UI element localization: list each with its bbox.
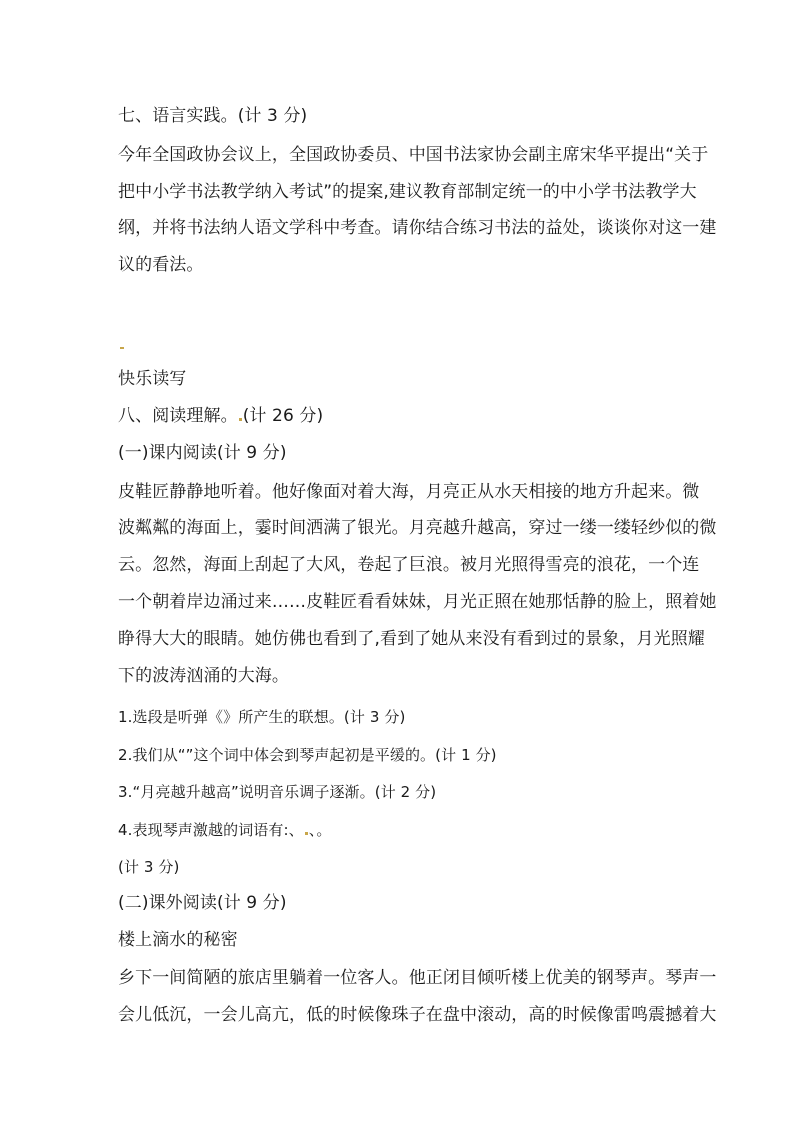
story-line: 会儿低沉，一会儿高亢，低的时候像珠子在盘中滚动，高的时候像雷鸣震撼着大 <box>118 1005 717 1025</box>
question-2: 2.我们从“”这个词中体会到琴声起初是平缓的。(计 1 分) <box>118 746 497 764</box>
question-4-text: 4.表现琴声激越的词语有:、 <box>118 821 304 839</box>
section7-title: 七、语言实践。(计 3 分) <box>118 106 308 126</box>
question-4-score: (计 3 分) <box>118 858 180 876</box>
passage-line: 皮鞋匠静静地听着。他好像面对着大海，月亮正从水天相接的地方升起来。微 <box>118 482 700 502</box>
sub2-title: (二)课外阅读(计 9 分) <box>118 893 287 913</box>
story-title: 楼上滴水的秘密 <box>118 930 238 950</box>
anchor-marker <box>120 347 124 349</box>
question-1: 1.选段是听弹《》所产生的联想。(计 3 分) <box>118 708 406 726</box>
question-4-end: 、。 <box>308 821 332 839</box>
passage-line: 下的波涛汹涌的大海。 <box>118 666 289 686</box>
section-heading: 快乐读写 <box>118 369 187 389</box>
section8-title <box>118 404 323 428</box>
passage-line: 睁得大大的眼睛。她仿佛也看到了,看到了她从来没有看到过的景象，月光照耀 <box>118 629 705 649</box>
anchor-dot <box>239 418 242 421</box>
passage-line: 一个朝着岸边涌过来……皮鞋匠看看妹妹，月光正照在她那恬静的脸上，照着她 <box>118 592 717 612</box>
section7-paragraph-line: 议的看法。 <box>118 255 204 275</box>
passage-line: 波粼粼的海面上，霎时间洒满了银光。月亮越升越高，穿过一缕一缕轻纱似的微 <box>118 518 717 538</box>
section7-paragraph-line: 今年全国政协会议上，全国政协委员、中国书法家协会副主席宋华平提出“关于 <box>118 145 709 165</box>
section8-title-text: 八、阅读理解。 <box>118 406 238 426</box>
question-3: 3.“月亮越升越高”说明音乐调子逐渐。(计 2 分) <box>118 783 437 801</box>
section7-paragraph-line: 把中小学书法教学纳入考试”的提案,建议教育部制定统一的中小学书法教学大 <box>118 182 697 202</box>
story-line: 乡下一间简陋的旅店里躺着一位客人。他正闭目倾听楼上优美的钢琴声。琴声一 <box>118 968 717 988</box>
passage-line: 云。忽然，海面上刮起了大风，卷起了巨浪。被月光照得雪亮的浪花，一个连 <box>118 555 700 575</box>
section7-paragraph-line: 纲，并将书法纳人语文学科中考查。请你结合练习书法的益处，谈谈你对这一建 <box>118 218 717 238</box>
section8-score: (计 26 分) <box>242 406 324 426</box>
question-4 <box>118 818 331 842</box>
sub1-title: (一)课内阅读(计 9 分) <box>118 443 287 463</box>
anchor-dot <box>305 832 308 835</box>
